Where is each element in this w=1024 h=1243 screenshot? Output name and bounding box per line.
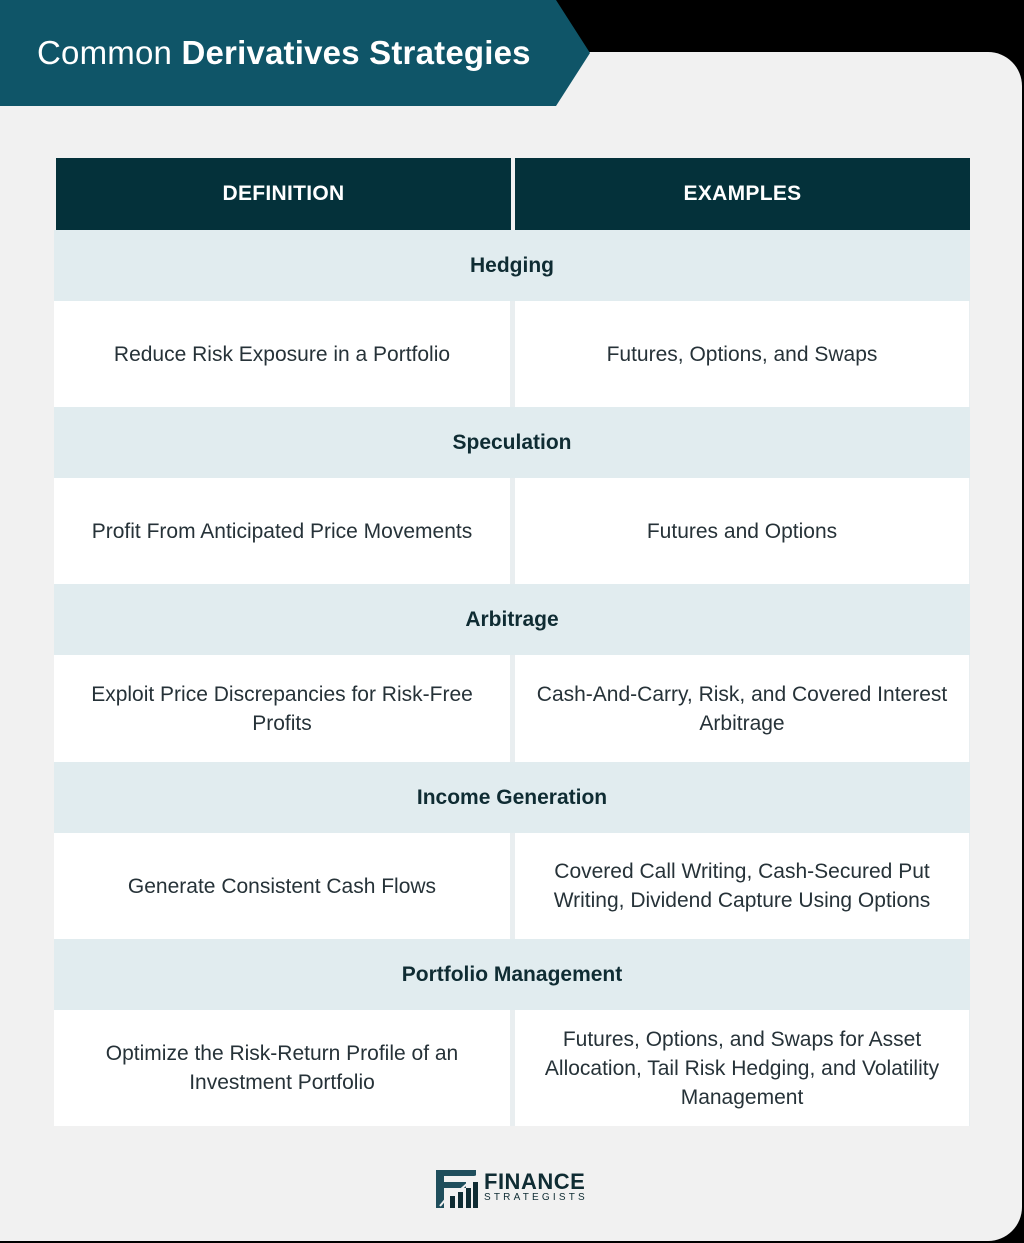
header-definition: DEFINITION: [56, 158, 511, 230]
group-row-portfolio-management: Portfolio Management: [54, 939, 970, 1010]
table-row: [54, 655, 970, 762]
page-title-light: Common: [37, 34, 173, 71]
group-row-income-generation: Income Generation: [54, 762, 970, 833]
table-row: [54, 833, 970, 939]
examples-cell: Covered Call Writing, Cash-Secured Put Writing, Dividend Capture Using Options: [515, 833, 969, 939]
examples-cell: Futures, Options, and Swaps: [515, 301, 969, 407]
page-title-bold: Derivatives Strategies: [181, 34, 531, 71]
table-row: [54, 301, 970, 407]
strategies-table: [54, 158, 970, 1126]
group-row-speculation: Speculation: [54, 407, 970, 478]
examples-cell: Futures and Options: [515, 478, 969, 584]
table-header-row: [54, 158, 970, 230]
definition-cell: Profit From Anticipated Price Movements: [54, 478, 510, 584]
examples-cell: Cash-And-Carry, Risk, and Covered Interest Arbitrage: [515, 655, 969, 762]
definition-cell: Exploit Price Discrepancies for Risk-Free Profits: [54, 655, 510, 762]
header-examples: EXAMPLES: [515, 158, 970, 230]
page-title: [37, 34, 531, 72]
logo-subtitle: STRATEGISTS: [484, 1192, 588, 1203]
definition-cell: Reduce Risk Exposure in a Portfolio: [54, 301, 510, 407]
table-row: [54, 1010, 970, 1126]
logo-wordmark: FINANCE: [484, 1169, 586, 1194]
finance-strategists-logo-icon: [436, 1166, 478, 1208]
table-row: [54, 478, 970, 584]
group-row-hedging: Hedging: [54, 230, 970, 301]
examples-cell: Futures, Options, and Swaps for Asset Allocation, Tail Risk Hedging, and Volatility Management: [515, 1010, 969, 1126]
group-row-arbitrage: Arbitrage: [54, 584, 970, 655]
finance-strategists-logo: [436, 1166, 596, 1208]
definition-cell: Optimize the Risk-Return Profile of an Investment Portfolio: [54, 1010, 510, 1126]
definition-cell: Generate Consistent Cash Flows: [54, 833, 510, 939]
